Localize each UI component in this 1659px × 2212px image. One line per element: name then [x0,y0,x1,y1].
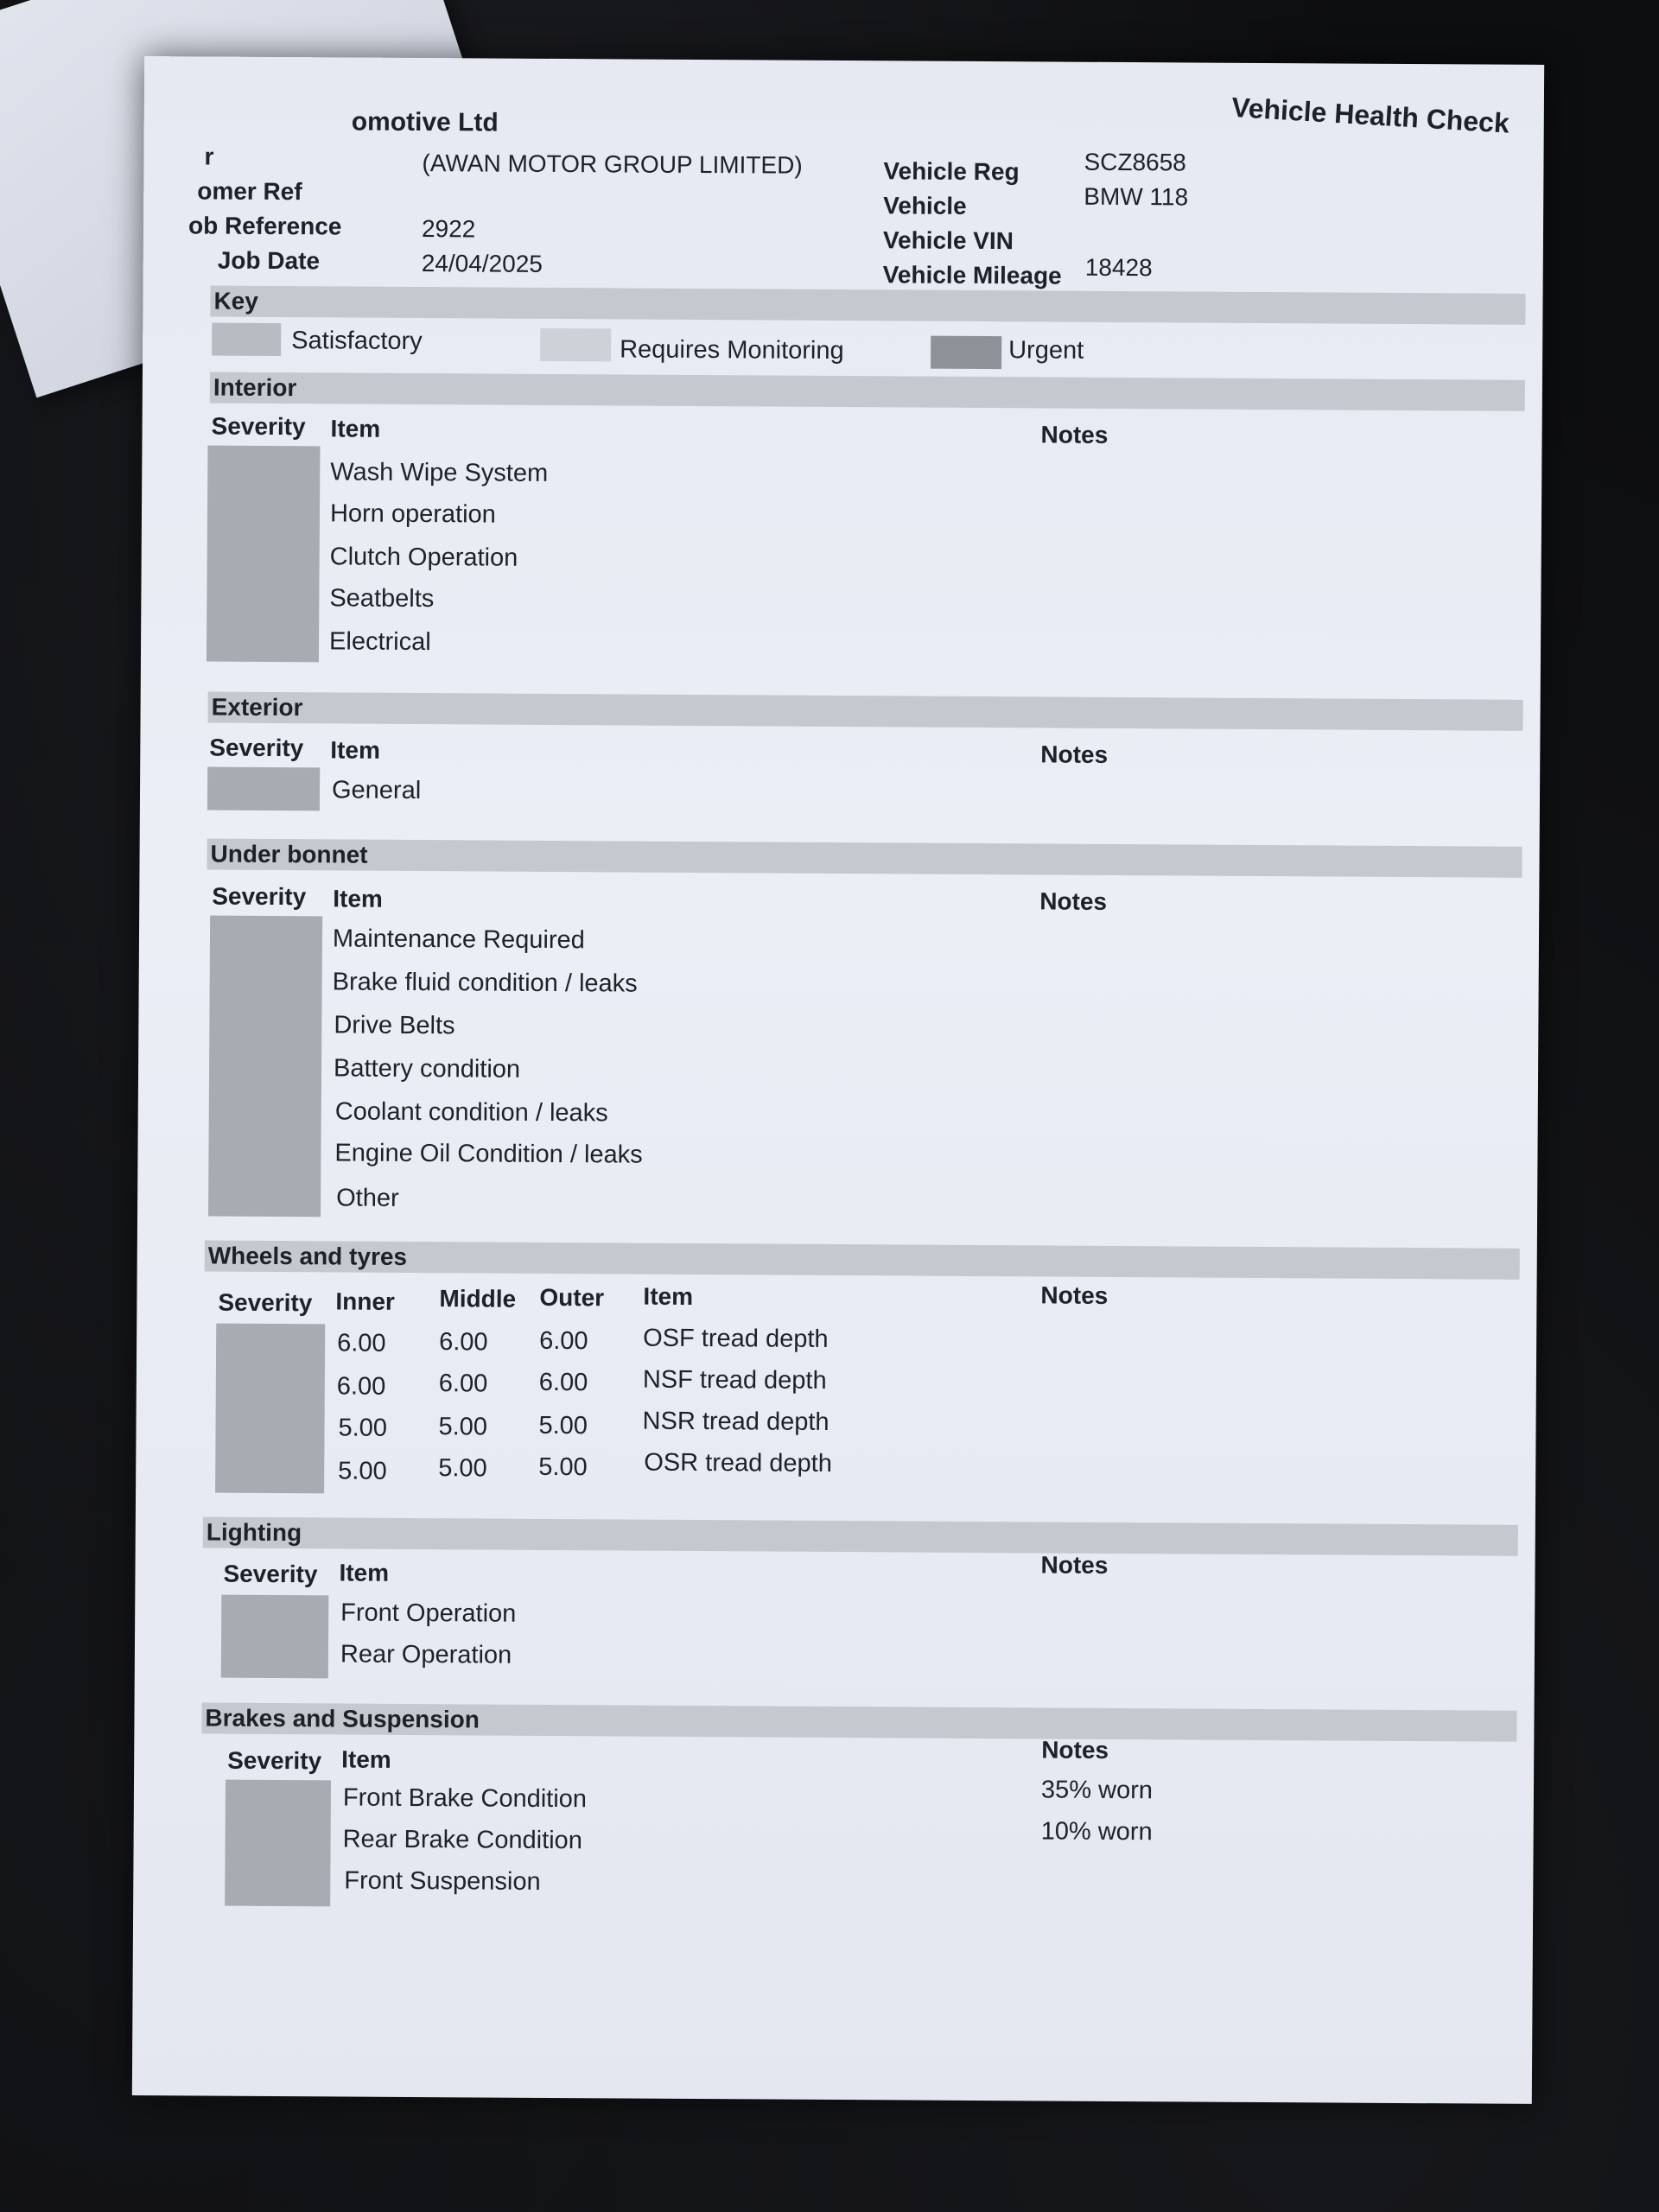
wheels-inner-col: Inner [335,1287,395,1315]
wheel-middle: 6.00 [439,1328,488,1357]
exterior-severity-col: Severity [209,734,304,762]
wheels-middle-col: Middle [439,1285,517,1313]
wheels-severity-col: Severity [218,1288,313,1317]
wheel-middle: 5.00 [438,1454,487,1483]
key-satisfactory-label: Satisfactory [291,327,423,356]
wheels-severity-block [215,1324,325,1494]
key-urgent-label: Urgent [1008,336,1084,365]
brakes-header: Brakes and Suspension [201,1703,1516,1742]
vehicle-health-check-sheet [132,56,1544,2104]
customer-ref-label: omer Ref [197,177,302,206]
wheels-header: Wheels and tyres [205,1241,1520,1280]
wheel-outer: 5.00 [538,1411,588,1440]
under-bonnet-item-col: Item [333,885,383,912]
lighting-item-col: Item [339,1559,390,1586]
vehicle-label: Vehicle [883,192,967,219]
wheels-outer-col: Outer [539,1283,605,1312]
brakes-item-col: Item [341,1745,391,1773]
wheel-inner: 6.00 [337,1329,386,1357]
exterior-item: General [331,776,422,805]
lighting-header: Lighting [203,1517,1518,1556]
under-bonnet-item: Coolant condition / leaks [334,1097,608,1128]
job-date-label: Job Date [217,246,321,275]
customer-label: r [204,143,214,170]
interior-item: Electrical [328,627,431,657]
under-bonnet-item: Engine Oil Condition / leaks [334,1139,643,1169]
exterior-header: Exterior [208,692,1523,731]
under-bonnet-item: Other [336,1184,399,1212]
interior-severity-block [207,446,321,663]
wheel-item: OSF tread depth [643,1324,829,1353]
customer-value: (AWAN MOTOR GROUP LIMITED) [422,149,803,179]
brakes-note: 10% worn [1040,1817,1153,1847]
wheel-outer: 6.00 [539,1326,588,1356]
brakes-item: Rear Brake Condition [342,1825,582,1855]
exterior-item-col: Item [330,736,380,764]
under-bonnet-item: Battery condition [333,1054,521,1084]
key-requires-monitoring-label: Requires Monitoring [620,335,844,365]
wheels-notes-col: Notes [1040,1281,1109,1309]
brakes-item: Front Suspension [344,1866,541,1896]
vehicle-reg-label: Vehicle Reg [883,157,1020,186]
under-bonnet-notes-col: Notes [1039,887,1108,915]
brakes-item: Front Brake Condition [342,1783,588,1814]
lighting-item: Front Operation [340,1599,517,1628]
interior-notes-col: Notes [1040,421,1109,448]
under-bonnet-severity-col: Severity [212,882,307,911]
wheels-item-col: Item [643,1282,694,1310]
wheel-inner: 5.00 [338,1457,387,1485]
job-date-value: 24/04/2025 [421,250,543,277]
interior-item: Wash Wipe System [330,458,549,487]
interior-item: Seatbelts [329,584,435,613]
wheel-outer: 6.00 [538,1368,588,1397]
wheel-item: NSF tread depth [642,1365,827,1395]
vehicle-value: BMW 118 [1084,182,1189,211]
wheel-middle: 5.00 [438,1413,488,1441]
key-header: Key [210,286,1525,325]
wheel-item: OSR tread depth [644,1448,833,1478]
under-bonnet-severity-block [208,916,322,1217]
exterior-severity-block [207,767,320,811]
vehicle-mileage-value: 18428 [1084,253,1153,282]
document-title: Vehicle Health Check [1230,91,1510,139]
wheel-inner: 6.00 [336,1372,386,1401]
brakes-severity-col: Severity [227,1746,322,1775]
satisfactory-swatch [212,323,281,356]
job-reference-value: 2922 [421,215,476,243]
brakes-note: 35% worn [1040,1776,1154,1805]
interior-item-col: Item [330,415,381,442]
exterior-notes-col: Notes [1040,741,1109,768]
vehicle-vin-label: Vehicle VIN [882,226,1014,255]
lighting-severity-block [221,1595,329,1679]
brakes-notes-col: Notes [1041,1736,1109,1764]
under-bonnet-item: Drive Belts [334,1011,455,1040]
under-bonnet-header: Under bonnet [207,839,1522,878]
lighting-item: Rear Operation [340,1640,512,1669]
interior-item: Horn operation [329,499,496,529]
under-bonnet-item: Brake fluid condition / leaks [332,968,638,998]
vehicle-reg-value: SCZ8658 [1084,148,1186,176]
brakes-severity-block [225,1780,331,1907]
under-bonnet-item: Maintenance Required [332,925,585,955]
urgent-swatch [931,336,1001,370]
wheel-outer: 5.00 [538,1452,588,1482]
company-name: omotive Ltd [351,107,499,137]
lighting-notes-col: Notes [1040,1551,1109,1579]
interior-item: Clutch Operation [329,543,518,572]
job-reference-label: ob Reference [188,212,342,240]
wheel-item: NSR tread depth [642,1407,830,1436]
lighting-severity-col: Severity [223,1560,318,1588]
wheel-inner: 5.00 [338,1414,388,1442]
requires-monitoring-swatch [540,328,611,362]
interior-header: Interior [210,372,1525,411]
wheel-middle: 6.00 [438,1370,488,1398]
interior-severity-col: Severity [211,412,306,441]
vehicle-mileage-label: Vehicle Mileage [882,261,1062,289]
